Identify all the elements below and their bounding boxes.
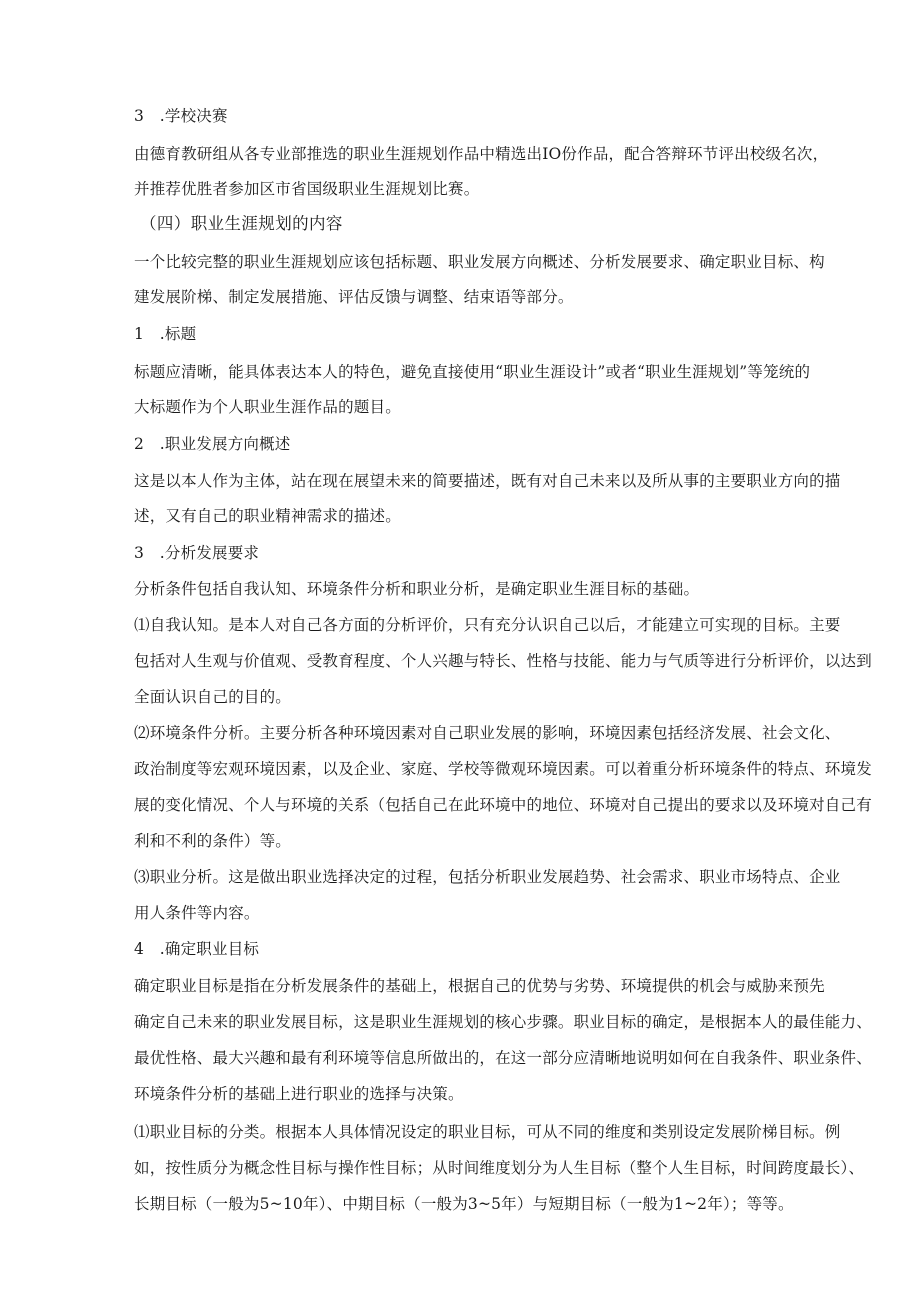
paragraph-line: 展的变化情况、个人与环境的关系（包括自己在此环境中的地位、环境对自己提出的要求以及环境对自己有 bbox=[134, 796, 872, 814]
paragraph-line: 标题应清晰，能具体表达本人的特色，避免直接使用“职业生涯设计”或者“职业生涯规划”等笼统的 bbox=[134, 363, 811, 381]
paragraph-line: ⑶职业分析。这是做出职业选择决定的过程，包括分析职业发展趋势、社会需求、职业市场特点、企业 bbox=[134, 868, 841, 886]
paragraph-line: ⑴职业目标的分类。根据本人具体情况设定的职业目标，可从不同的维度和类别设定发展阶梯目标。例 bbox=[134, 1123, 841, 1141]
paragraph-line: 分析条件包括自我认知、环境条件分析和职业分析，是确定职业生涯目标的基础。 bbox=[134, 580, 700, 598]
section-heading-content: （四）职业生涯规划的内容 bbox=[140, 214, 343, 233]
paragraph-line: ⑵环境条件分析。主要分析各种环境因素对自己职业发展的影响，环境因素包括经济发展、社会文化、 bbox=[134, 724, 841, 742]
subheading-direction: 2 .职业发展方向概述 bbox=[134, 435, 291, 453]
paragraph-line: 述，又有自己的职业精神需求的描述。 bbox=[134, 507, 401, 525]
subheading-school-final: 3 .学校决赛 bbox=[134, 107, 228, 125]
paragraph-line: 长期目标（一般为5~10年）、中期目标（一般为3~5年）与短期目标（一般为1~2年）；等等。 bbox=[134, 1195, 794, 1213]
paragraph-line: 环境条件分析的基础上进行职业的选择与决策。 bbox=[134, 1085, 464, 1103]
paragraph-line: 大标题作为个人职业生涯作品的题目。 bbox=[134, 398, 401, 416]
subheading-goal: 4 .确定职业目标 bbox=[134, 940, 260, 958]
paragraph-line: 全面认识自己的目的。 bbox=[134, 688, 292, 706]
paragraph-line: 这是以本人作为主体，站在现在展望未来的简要描述，既有对自己未来以及所从事的主要职业方向的描 bbox=[134, 472, 841, 490]
paragraph-line: 用人条件等内容。 bbox=[134, 904, 260, 922]
paragraph-line: 最优性格、最大兴趣和最有利环境等信息所做出的，在这一部分应清晰地说明如何在自我条件、职业条件、 bbox=[134, 1049, 872, 1067]
subheading-title: 1 .标题 bbox=[134, 325, 197, 343]
paragraph-line: 由德育教研组从各专业部推选的职业生涯规划作品中精选出IO份作品，配合答辩环节评出校级名次， bbox=[134, 145, 829, 163]
paragraph-line: 建发展阶梯、制定发展措施、评估反馈与调整、结束语等部分。 bbox=[134, 288, 574, 306]
paragraph-line: 并推荐优胜者参加区市省国级职业生涯规划比赛。 bbox=[134, 180, 480, 198]
paragraph-line: ⑴自我认知。是本人对自己各方面的分析评价，只有充分认识自己以后，才能建立可实现的目标。主要 bbox=[134, 616, 841, 634]
paragraph-line: 如，按性质分为概念性目标与操作性目标；从时间维度划分为人生目标（整个人生目标，时间跨度最长）、 bbox=[134, 1159, 865, 1177]
paragraph-line: 一个比较完整的职业生涯规划应该包括标题、职业发展方向概述、分析发展要求、确定职业目标、构 bbox=[134, 253, 825, 271]
paragraph-line: 利和不利的条件）等。 bbox=[134, 832, 292, 850]
paragraph-line: 确定职业目标是指在分析发展条件的基础上，根据自己的优势与劣势、环境提供的机会与威胁来预先 bbox=[134, 977, 825, 995]
subheading-analysis: 3 .分析发展要求 bbox=[134, 544, 260, 562]
paragraph-line: 政治制度等宏观环境因素，以及企业、家庭、学校等微观环境因素。可以着重分析环境条件的特点、环境发 bbox=[134, 760, 872, 778]
paragraph-line: 包括对人生观与价值观、受教育程度、个人兴趣与特长、性格与技能、能力与气质等进行分析评价，以达到 bbox=[134, 652, 872, 670]
paragraph-line: 确定自己未来的职业发展目标，这是职业生涯规划的核心步骤。职业目标的确定，是根据本人的最佳能力、 bbox=[134, 1013, 872, 1031]
